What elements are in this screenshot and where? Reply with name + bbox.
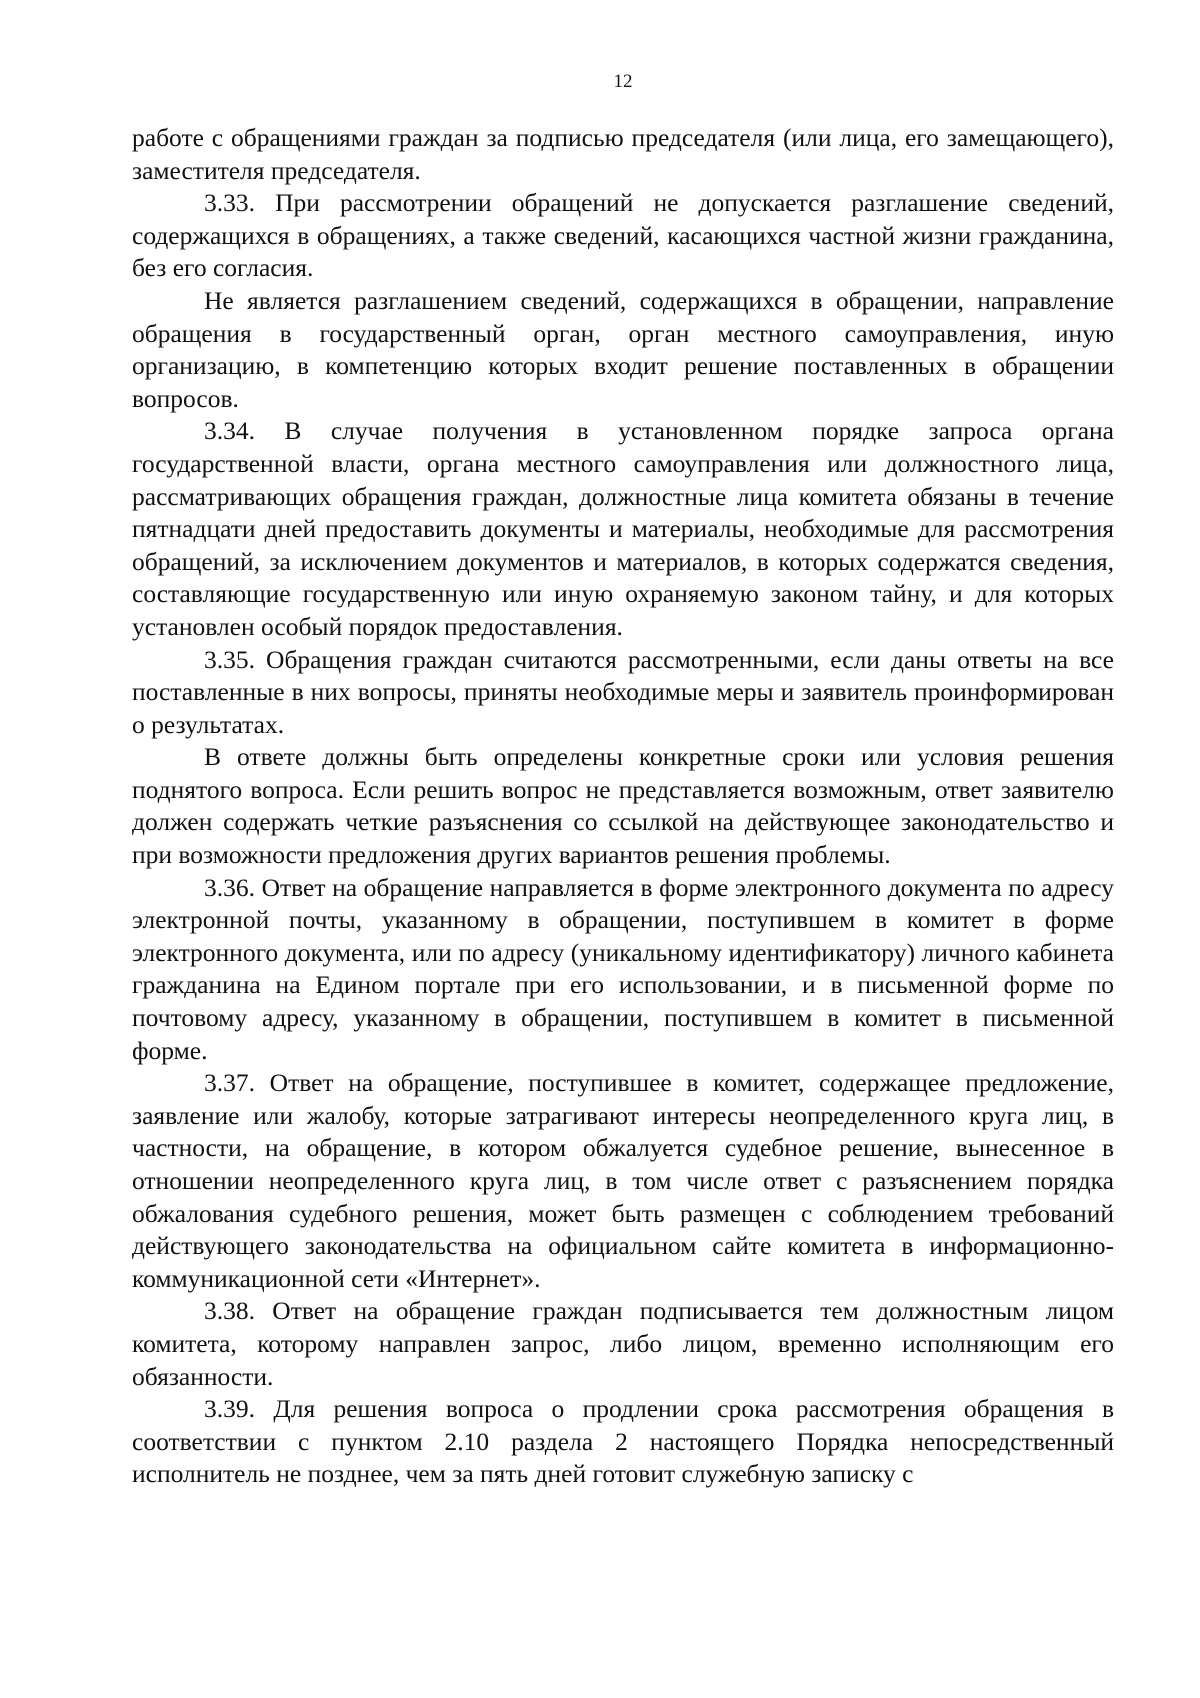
paragraph-3-34: 3.34. В случае получения в установленном порядке запроса органа государственной власти, органа местного самоуправления или должностного лица, рассматривающих обращения граждан, должностные лица комитета обязаны в течение пятнадцати дней предоставить документы и материалы, необходимые для рассмотрения обращений, за исключением документов и материалов, в которых содержатся сведения, составляющие государственную или иную охраняемую законом тайну, и для которых установлен особый порядок предоставления. [132,416,1114,641]
paragraph-3-33: 3.33. При рассмотрении обращений не допускается разглашение сведений, содержащихся в обращениях, а также сведений, касающихся частной жизни гражданина, без его согласия. [132,188,1114,283]
paragraph-3-39: 3.39. Для решения вопроса о продлении срока рассмотрения обращения в соответствии с пунктом 2.10 раздела 2 настоящего Порядка непосредственный исполнитель не позднее, чем за пять дней готовит служебную записку с [132,1394,1114,1489]
document-body [132,122,1114,1491]
paragraph-3-37: 3.37. Ответ на обращение, поступившее в комитет, содержащее предложение, заявление или жалобу, которые затрагивают интересы неопределенного круга лиц, в частности, на обращение, в котором обжалуется судебное решение, вынесенное в отношении неопределенного круга лиц, в том числе ответ с разъяснением порядка обжалования судебного решения, может быть размещен с соблюдением требований действующего законодательства на официальном сайте комитета в информационно-коммуникационной сети «Интернет». [132,1068,1114,1293]
paragraph-3-36: 3.36. Ответ на обращение направляется в форме электронного документа по адресу электронной почты, указанному в обращении, поступившем в комитет в форме электронного документа, или по адресу (уникальному идентификатору) личного кабинета гражданина на Едином портале при его использовании, и в письменной форме по почтовому адресу, указанному в обращении, поступившем в комитет в письменной форме. [132,872,1114,1065]
paragraph-3-33-note: Не является разглашением сведений, содержащихся в обращении, направление обращения в государственный орган, орган местного самоуправления, иную организацию, в компетенцию которых входит решение поставленных в обращении вопросов. [132,285,1114,413]
paragraph-3-35-note: В ответе должны быть определены конкретные сроки или условия решения поднятого вопроса. Если решить вопрос не представляется возможным, ответ заявителю должен содержать четкие разъяснения со ссылкой на действующее законодательство и при возможности предложения других вариантов решения проблемы. [132,742,1114,870]
page-number: 12 [613,71,633,92]
paragraph-3-35: 3.35. Обращения граждан считаются рассмотренными, если даны ответы на все поставленные в них вопросы, приняты необходимые меры и заявитель проинформирован о результатах. [132,644,1114,739]
paragraph-continuation: работе с обращениями граждан за подписью председателя (или лица, его замещающего), заместителя председателя. [132,123,1114,185]
paragraph-3-38: 3.38. Ответ на обращение граждан подписывается тем должностным лицом комитета, которому направлен запрос, либо лицом, временно исполняющим его обязанности. [132,1296,1114,1391]
